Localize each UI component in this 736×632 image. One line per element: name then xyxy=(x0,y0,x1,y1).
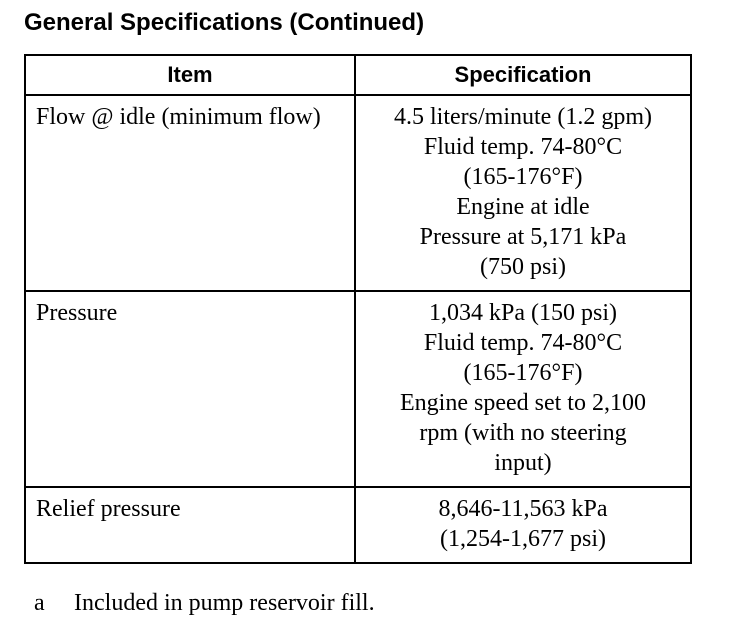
specification-cell xyxy=(355,291,691,487)
specifications-table xyxy=(24,54,692,564)
table-row xyxy=(25,487,691,563)
item-cell: Pressure xyxy=(25,291,355,487)
page-title: General Specifications (Continued) xyxy=(24,9,425,36)
spec-line: Engine at idle xyxy=(456,194,590,220)
table-row xyxy=(25,95,691,291)
spec-line: rpm (with no steering xyxy=(419,420,627,446)
table-row xyxy=(25,291,691,487)
spec-line: 1,034 kPa (150 psi) xyxy=(429,300,617,326)
spec-line: Fluid temp. 74-80°C xyxy=(423,134,623,160)
column-header-item: Item xyxy=(25,55,355,95)
spec-line: (750 psi) xyxy=(480,254,566,280)
spec-line: input) xyxy=(494,450,552,476)
footnote xyxy=(34,588,375,618)
specification-cell xyxy=(355,487,691,563)
item-cell: Relief pressure xyxy=(25,487,355,563)
column-header-specification: Specification xyxy=(355,55,691,95)
spec-line: Engine speed set to 2,100 xyxy=(400,390,646,416)
footnote-mark: a xyxy=(34,590,45,616)
spec-line: 4.5 liters/minute (1.2 gpm) xyxy=(394,104,652,130)
spec-line: (1,254-1,677 psi) xyxy=(440,526,606,552)
spec-line: Pressure at 5,171 kPa xyxy=(419,224,627,250)
spec-line: Fluid temp. 74-80°C xyxy=(423,330,623,356)
table-header-row xyxy=(25,55,691,95)
footnote-text: Included in pump reservoir fill. xyxy=(74,590,375,616)
spec-line: (165-176°F) xyxy=(463,164,583,190)
spec-line: (165-176°F) xyxy=(463,360,583,386)
item-cell: Flow @ idle (minimum flow) xyxy=(25,95,355,291)
spec-line: 8,646-11,563 kPa xyxy=(438,496,608,522)
specification-cell xyxy=(355,95,691,291)
